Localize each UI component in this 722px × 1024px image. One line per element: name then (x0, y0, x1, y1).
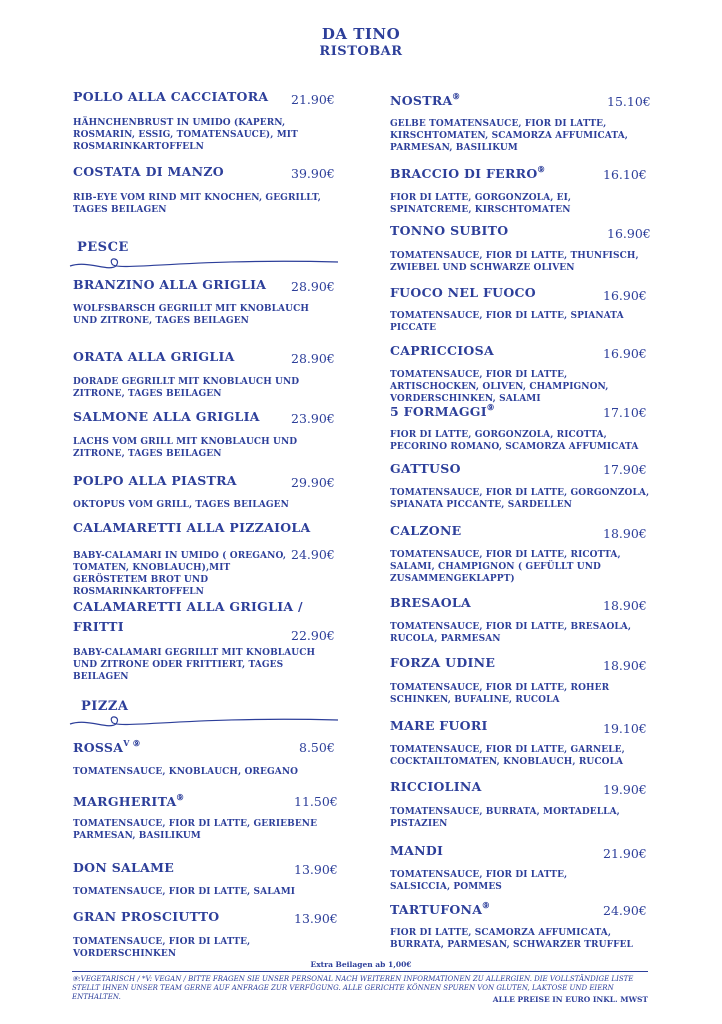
dish-description: FIOR DI LATTE, GORGONZOLA, EI, SPINATCREME, KIRSCHTOMATEN (390, 193, 572, 215)
dish-name: FUOCO NEL FUOCO (390, 285, 536, 300)
vegetarian-icon: ⑨ (537, 164, 546, 174)
dish-description: TOMATENSAUCE, FIOR DI LATTE, SALAMI (73, 887, 296, 897)
dish-name: CALAMARETTI ALLA PIZZAIOLA (73, 520, 311, 535)
dish-description: LACHS VOM GRILL MIT KNOBLAUCH UND ZITRONE, TAGES BEILAGEN (73, 437, 298, 459)
dish-name: GRAN PROSCIUTTO (73, 909, 220, 924)
dish-name: MANDI (390, 843, 444, 858)
dish-price: 13.90€ (294, 862, 338, 877)
dish-description: TOMATENSAUCE, KNOBLAUCH, OREGANO (73, 767, 299, 777)
dish-name: ORATA ALLA GRIGLIA (73, 349, 235, 364)
vegetarian-icon: ⑨ (482, 900, 490, 910)
dish-price: 13.90€ (294, 911, 338, 926)
dish-price: 19.10€ (603, 721, 647, 736)
dish-price: 29.90€ (291, 475, 335, 490)
prices-note: ALLE PREISE IN EURO INKL. MWST (492, 995, 648, 1004)
dish-description: TOMATENSAUCE, FIOR DI LATTE, VORDERSCHINKEN (73, 937, 251, 959)
dish-name: FORZA UDINE (390, 655, 496, 670)
dish-description: TOMATENSAUCE, FIOR DI LATTE, THUNFISCH, ZWIEBEL UND SCHWARZE OLIVEN (390, 251, 639, 273)
dish-description: BABY-CALAMARI GEGRILLT MIT KNOBLAUCH UND ZITRONE ODER FRITTIERT, TAGES BEILAGEN (73, 648, 316, 682)
vegan-vegetarian-icon: V ⑨ (123, 738, 141, 748)
dish-description: TOMATENSAUCE, FIOR DI LATTE, GERIEBENE PARMESAN, BASILIKUM (73, 819, 318, 841)
dish-name: DON SALAME (73, 860, 175, 875)
dish-name: MARGHERITA⑨ (73, 792, 184, 809)
dish-price: 24.90€ (603, 903, 647, 918)
dish-description: TOMATENSAUCE, FIOR DI LATTE, GORGONZOLA, SPIANATA PICCANTE, SARDELLEN (390, 488, 650, 510)
dish-price: 16.90€ (603, 346, 647, 361)
section-divider-swash (68, 252, 338, 276)
dish-name: TONNO SUBITO (390, 223, 509, 238)
restaurant-name: DA TINO (321, 25, 401, 43)
dish-name: TARTUFONA⑨ (390, 900, 490, 917)
dish-price: 23.90€ (291, 411, 335, 426)
dish-name: BRANZINO ALLA GRIGLIA (73, 277, 267, 292)
dish-name: BRESAOLA (390, 595, 471, 610)
dish-description: FIOR DI LATTE, SCAMORZA AFFUMICATA, BURRATA, PARMESAN, SCHWARZER TRUFFEL (390, 928, 633, 950)
dish-name: BRACCIO DI FERRO⑨ (390, 164, 546, 181)
dish-name: SALMONE ALLA GRIGLIA (73, 409, 260, 424)
dish-name: COSTATA DI MANZO (73, 164, 224, 179)
dish-price: 22.90€ (291, 628, 335, 643)
vegetarian-icon: ⑨ (486, 402, 495, 412)
dish-name: CALAMARETTI ALLA GRIGLIA / (73, 599, 303, 614)
dish-price: 16.90€ (603, 288, 647, 303)
dish-description: TOMATENSAUCE, FIOR DI LATTE, GARNELE, COCKTAILTOMATEN, KNOBLAUCH, RUCOLA (390, 745, 625, 767)
dish-price: 16.10€ (603, 167, 647, 182)
dish-name: MARE FUORI (390, 718, 488, 733)
dish-name-line2: FRITTI (73, 619, 124, 634)
dish-name: CALZONE (390, 523, 462, 538)
dish-description: TOMATENSAUCE, FIOR DI LATTE, RICOTTA, SALAMI, CHAMPIGNON ( GEFÜLLT UND ZUSAMMENGEKLAPPT) (390, 550, 621, 584)
dish-description: TOMATENSAUCE, BURRATA, MORTADELLA, PISTAZIEN (390, 807, 620, 829)
vegetarian-icon: ⑨ (176, 792, 184, 802)
dish-price: 24.90€ (291, 547, 335, 562)
dish-price: 8.50€ (299, 740, 335, 755)
dish-description: TOMATENSAUCE, FIOR DI LATTE, ROHER SCHINKEN, BUFALINE, RUCOLA (390, 683, 610, 705)
dish-price: 28.90€ (291, 351, 335, 366)
dish-price: 17.10€ (603, 405, 647, 420)
dish-name: POLPO ALLA PIASTRA (73, 473, 237, 488)
section-title-pesce: PESCE (77, 240, 129, 255)
dish-name: 5 FORMAGGI⑨ (390, 402, 495, 419)
dish-price: 17.90€ (603, 462, 647, 477)
vegetarian-icon: ⑨ (452, 91, 461, 101)
dish-price: 15.10€ (607, 94, 651, 109)
dish-price: 28.90€ (291, 279, 335, 294)
dish-description: HÄHNCHENBRUST IN UMIDO (KAPERN, ROSMARIN, ESSIG, TOMATENSAUCE), MIT ROSMARINKARTOFFELN (73, 118, 298, 152)
extra-sides-note: Extra Beilagen ab 1,00€ (310, 960, 412, 969)
dish-description: TOMATENSAUCE, FIOR DI LATTE, ARTISCHOCKEN, OLIVEN, CHAMPIGNON, VORDERSCHINKEN, SALAMI (390, 370, 609, 404)
dish-name: CAPRICCIOSA (390, 343, 494, 358)
dish-name: POLLO ALLA CACCIATORA (73, 89, 269, 104)
dish-price: 16.90€ (607, 226, 651, 241)
dish-price: 11.50€ (294, 794, 338, 809)
dish-description: OKTOPUS VOM GRILL, TAGES BEILAGEN (73, 500, 289, 510)
dish-price: 21.90€ (603, 846, 647, 861)
dish-name: $ROSSA^{V ⑨}$ (73, 738, 141, 755)
dish-name: GATTUSO (390, 461, 461, 476)
dish-description: TOMATENSAUCE, FIOR DI LATTE, BRESAOLA, RUCOLA, PARMESAN (390, 622, 632, 644)
dish-description: DORADE GEGRILLT MIT KNOBLAUCH UND ZITRONE, TAGES BEILAGEN (73, 377, 300, 399)
footer-divider (72, 971, 648, 972)
dish-price: 18.90€ (603, 598, 647, 613)
dish-description: TOMATENSAUCE, FIOR DI LATTE, SPIANATA PICCATE (390, 311, 624, 333)
dish-description: TOMATENSAUCE, FIOR DI LATTE, SALSICCIA, POMMES (390, 870, 568, 892)
dish-price: 18.90€ (603, 526, 647, 541)
section-divider-swash (68, 710, 338, 734)
dish-price: 18.90€ (603, 658, 647, 673)
dish-name: NOSTRA⑨ (390, 91, 461, 108)
section-title-pizza: PIZZA (81, 699, 129, 714)
dish-description: FIOR DI LATTE, GORGONZOLA, RICOTTA, PECORINO ROMANO, SCAMORZA AFFUMICATA (390, 430, 639, 452)
restaurant-subtitle: RISTOBAR (319, 44, 403, 59)
dish-price: 21.90€ (291, 92, 335, 107)
dish-name: RICCIOLINA (390, 779, 482, 794)
dish-description: WOLFSBARSCH GEGRILLT MIT KNOBLAUCH UND ZITRONE, TAGES BEILAGEN (73, 304, 309, 326)
dish-price: 19.90€ (603, 782, 647, 797)
dish-description: RIB-EYE VOM RIND MIT KNOCHEN, GEGRILLT, TAGES BEILAGEN (73, 193, 322, 215)
allergen-note: ⑨:VEGETARISCH / *V: VEGAN / BITTE FRAGEN SIE UNSER PERSONAL NACH WEITEREN INFORMATIONEN ZU ALLERGIEN. DIE VOLLSTÄNDIGE LISTE STELLT IHNEN UNSER TEAM GERNE AUF ANFRAGE ZUR VERFÜGUNG. ALLE GERICHTE KÖNNEN SPUREN VON GLUTEN, LAKTOSE UND EIERN ENTHALTEN. (72, 975, 634, 1001)
dish-description: GELBE TOMATENSAUCE, FIOR DI LATTE, KIRSCHTOMATEN, SCAMORZA AFFUMICATA, PARMESAN, BASILIKUM (390, 119, 629, 153)
dish-description: BABY-CALAMARI IN UMIDO ( OREGANO, TOMATEN, KNOBLAUCH),MIT GERÖSTETEM BROT UND ROSMARINKARTOFFELN (73, 551, 287, 597)
dish-price: 39.90€ (291, 166, 335, 181)
